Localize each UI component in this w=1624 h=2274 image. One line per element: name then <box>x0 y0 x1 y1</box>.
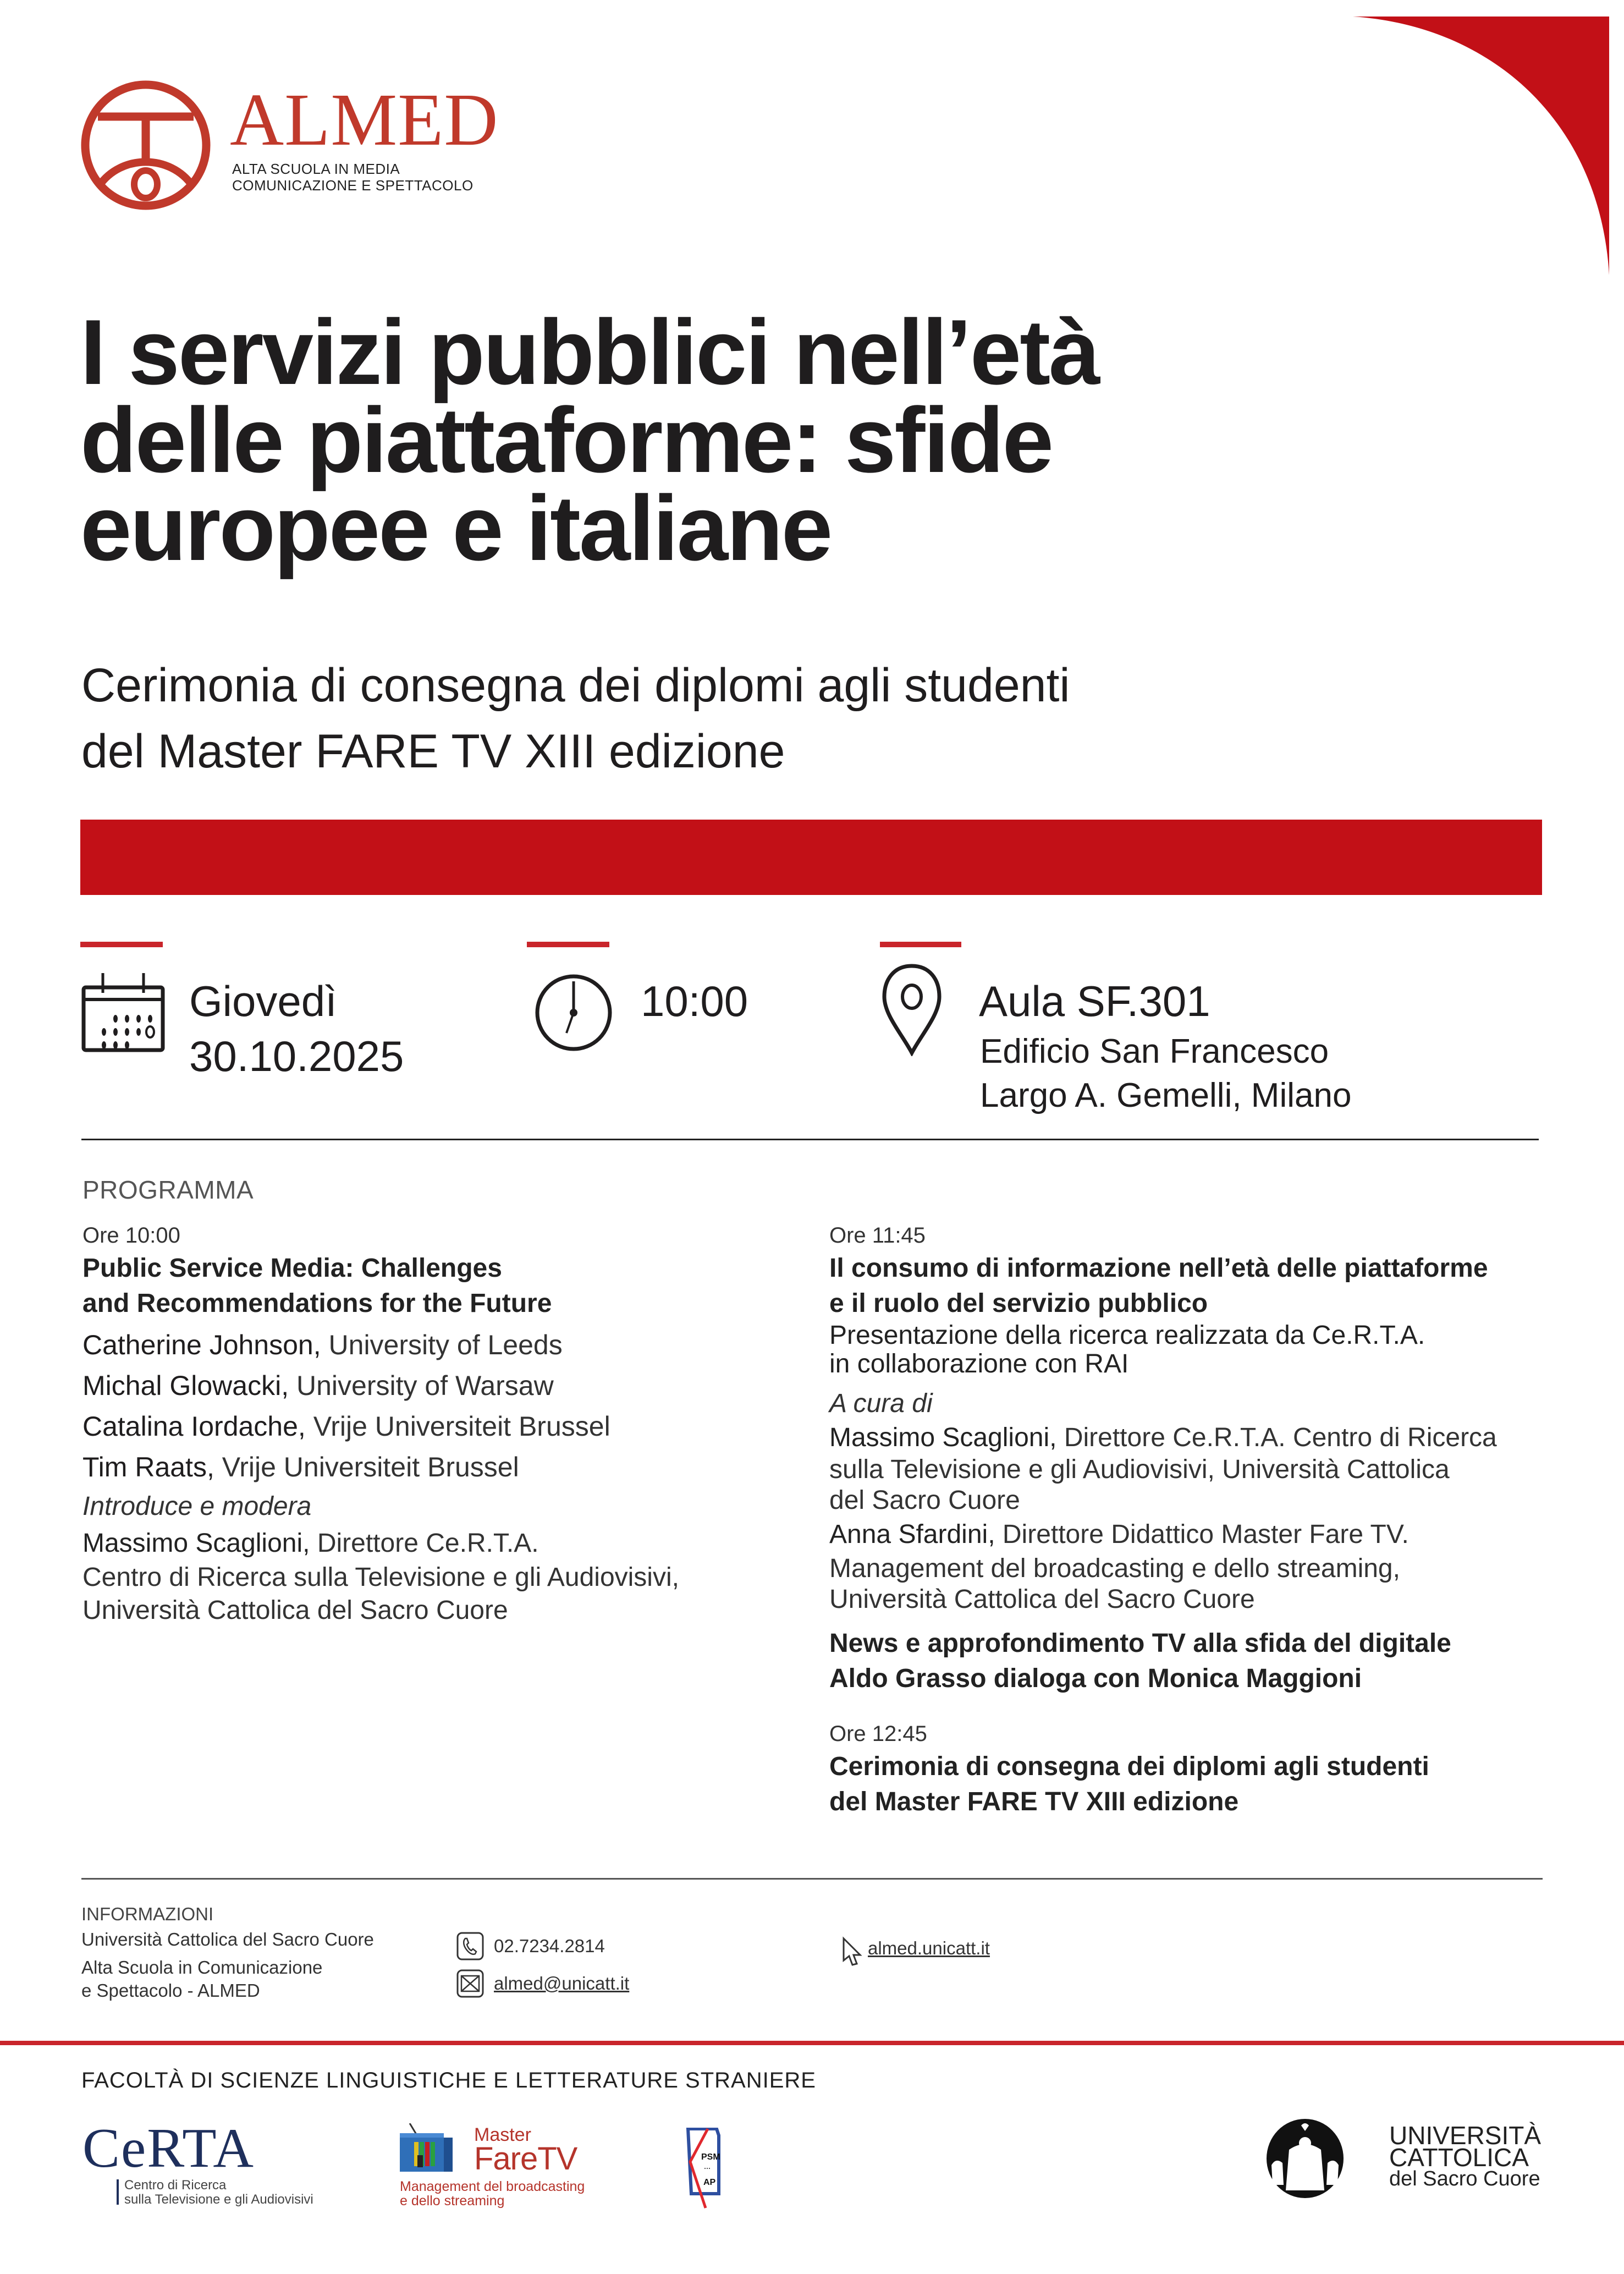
speaker-name: Michal Glowacki, <box>82 1370 289 1401</box>
info-email-link[interactable]: almed@unicatt.it <box>494 1973 630 1993</box>
event-day: Giovedì <box>189 977 337 1025</box>
curator-name: Anna Sfardini, <box>829 1520 995 1549</box>
faretv-tv-icon <box>400 2123 455 2174</box>
ucsc-line1: UNIVERSITÀ <box>1389 2121 1542 2150</box>
location-pin-icon <box>880 963 944 1056</box>
almed-logo-icon <box>77 77 214 215</box>
program-right-column <box>829 1220 1544 1820</box>
session-title-line1: Public Service Media: Challenges <box>82 1254 502 1283</box>
certa-subtitle <box>124 2178 313 2207</box>
date-accent-bar <box>80 942 163 947</box>
footer-red-line <box>0 2041 1624 2045</box>
subtitle-line1: Cerimonia di consegna dei diplomi agli studenti <box>81 659 1070 712</box>
almed-wordmark: ALMED <box>230 79 499 161</box>
faculty-name: FACOLTÀ DI SCIENZE LINGUISTICHE E LETTERATURE STRANIERE <box>81 2068 816 2092</box>
curator-role-line2: sulla Televisione e gli Audiovisivi, Università Cattolica <box>829 1455 1450 1484</box>
speaker <box>82 1406 797 1447</box>
calendar-icon <box>81 965 165 1053</box>
red-band <box>80 820 1542 895</box>
title-line2: delle piattaforme: sfide <box>80 388 1053 492</box>
curator <box>829 1421 1544 1454</box>
speaker-affiliation: University of Warsaw <box>296 1370 554 1401</box>
session-time: Ore 11:45 <box>829 1223 926 1248</box>
curator-role-line3: del Sacro Cuore <box>829 1486 1020 1515</box>
ceremony-line1: Cerimonia di consegna dei diplomi agli studenti <box>829 1752 1429 1781</box>
moderator-role: Direttore Ce.R.T.A. <box>317 1529 539 1558</box>
ap-label: AP <box>703 2178 716 2187</box>
event-room: Aula SF.301 <box>979 977 1210 1025</box>
title-line1: I servizi pubblici nell’età <box>80 300 1099 404</box>
curator-name: Massimo Scaglioni, <box>829 1423 1057 1452</box>
faretv-sub-line1: Management del broadcasting <box>400 2179 585 2194</box>
speaker-name: Tim Raats, <box>82 1452 214 1482</box>
email-icon <box>456 1969 484 1998</box>
ucsc-seal-logo <box>1244 2097 1366 2219</box>
news-title-line1: News e approfondimento TV alla sfida del digitale <box>829 1629 1451 1658</box>
psm-ap-logo <box>686 2128 728 2210</box>
session-time: Ore 12:45 <box>829 1722 927 1746</box>
curator-role-line2: Management del broadcasting e dello streaming, <box>829 1554 1400 1583</box>
info-org-line3: e Spettacolo - ALMED <box>81 1980 260 2001</box>
session-title-line2: and Recommendations for the Future <box>82 1289 552 1318</box>
title-line3: europee e italiane <box>80 476 832 580</box>
clock-icon <box>533 973 614 1053</box>
session-title-line1: Il consumo di informazione nell’età delle piattaforme <box>829 1254 1488 1283</box>
moderator-role-line2: Centro di Ricerca sulla Televisione e gli Audiovisivi, <box>82 1563 679 1592</box>
moderator-role-line3: Università Cattolica del Sacro Cuore <box>82 1596 508 1625</box>
speaker-name: Catalina Iordache, <box>82 1411 306 1442</box>
time-accent-bar <box>527 942 609 947</box>
speaker-affiliation: Vrije Universiteit Brussel <box>222 1452 519 1482</box>
event-time: 10:00 <box>641 977 748 1025</box>
certa-divider <box>117 2179 119 2205</box>
faretv-subtitle <box>400 2179 585 2208</box>
page-subtitle <box>81 652 1070 784</box>
info-phone[interactable]: 02.7234.2814 <box>494 1936 605 1956</box>
speaker-name: Catherine Johnson, <box>82 1330 321 1360</box>
speaker-affiliation: University of Leeds <box>328 1330 563 1360</box>
info-website-link[interactable]: almed.unicatt.it <box>868 1938 990 1958</box>
info-org-line2: Alta Scuola in Comunicazione <box>81 1957 323 1978</box>
session-title-line2: e il ruolo del servizio pubblico <box>829 1289 1208 1318</box>
news-title-line2: Aldo Grasso dialoga con Monica Maggioni <box>829 1664 1362 1693</box>
cursor-icon <box>841 1936 863 1967</box>
session-time: Ore 10:00 <box>82 1223 180 1248</box>
info-divider <box>81 1878 1543 1880</box>
faretv-master: Master <box>474 2124 531 2145</box>
curator <box>829 1516 1544 1553</box>
event-address: Largo A. Gemelli, Milano <box>980 1076 1352 1114</box>
ucsc-line3: del Sacro Cuore <box>1389 2167 1540 2190</box>
curator-role-line3: Università Cattolica del Sacro Cuore <box>829 1585 1255 1614</box>
page-title <box>80 300 1400 580</box>
certa-logo: CeRTA <box>82 2117 255 2179</box>
location-accent-bar <box>880 942 961 947</box>
almed-subtitle-line2: COMUNICAZIONE E SPETTACOLO <box>232 177 474 194</box>
program-heading: PROGRAMMA <box>82 1176 254 1204</box>
faretv-name: FareTV <box>474 2141 577 2177</box>
moderator-name: Massimo Scaglioni, <box>82 1529 310 1558</box>
corner-decoration <box>1353 15 1609 275</box>
subtitle-line2: del Master FARE TV XIII edizione <box>81 725 785 778</box>
psm-label: PSM <box>701 2152 720 2162</box>
speaker <box>82 1447 797 1487</box>
certa-sub-line2: sulla Televisione e gli Audiovisivi <box>124 2192 313 2207</box>
curated-label: A cura di <box>829 1389 933 1418</box>
phone-icon <box>456 1932 484 1960</box>
info-heading: INFORMAZIONI <box>81 1904 214 1924</box>
event-date: 30.10.2025 <box>189 1032 404 1080</box>
ucsc-wordmark <box>1389 2121 1542 2190</box>
speaker <box>82 1365 797 1406</box>
curator-role: Direttore Ce.R.T.A. Centro di Ricerca <box>1064 1423 1497 1452</box>
curator-role: Direttore Didattico Master Fare TV. <box>1002 1520 1409 1549</box>
faretv-sub-line2: e dello streaming <box>400 2193 505 2209</box>
divider <box>81 1139 1539 1140</box>
almed-subtitle-line1: ALTA SCUOLA IN MEDIA <box>232 161 400 177</box>
speaker-affiliation: Vrije Universiteit Brussel <box>313 1411 610 1442</box>
session-desc-line1: Presentazione della ricerca realizzata da Ce.R.T.A. <box>829 1321 1425 1350</box>
speaker <box>82 1325 797 1365</box>
event-building: Edificio San Francesco <box>980 1032 1329 1070</box>
ucsc-line2: CATTOLICA <box>1389 2143 1529 2172</box>
ceremony-line2: del Master FARE TV XIII edizione <box>829 1787 1239 1816</box>
almed-subtitle <box>232 161 474 194</box>
moderator-label: Introduce e modera <box>82 1492 312 1521</box>
moderator <box>82 1526 797 1561</box>
info-org-line1: Università Cattolica del Sacro Cuore <box>81 1929 374 1949</box>
certa-sub-line1: Centro di Ricerca <box>124 2178 227 2193</box>
program-left-column <box>82 1220 797 1627</box>
session-desc-line2: in collaborazione con RAI <box>829 1349 1129 1378</box>
